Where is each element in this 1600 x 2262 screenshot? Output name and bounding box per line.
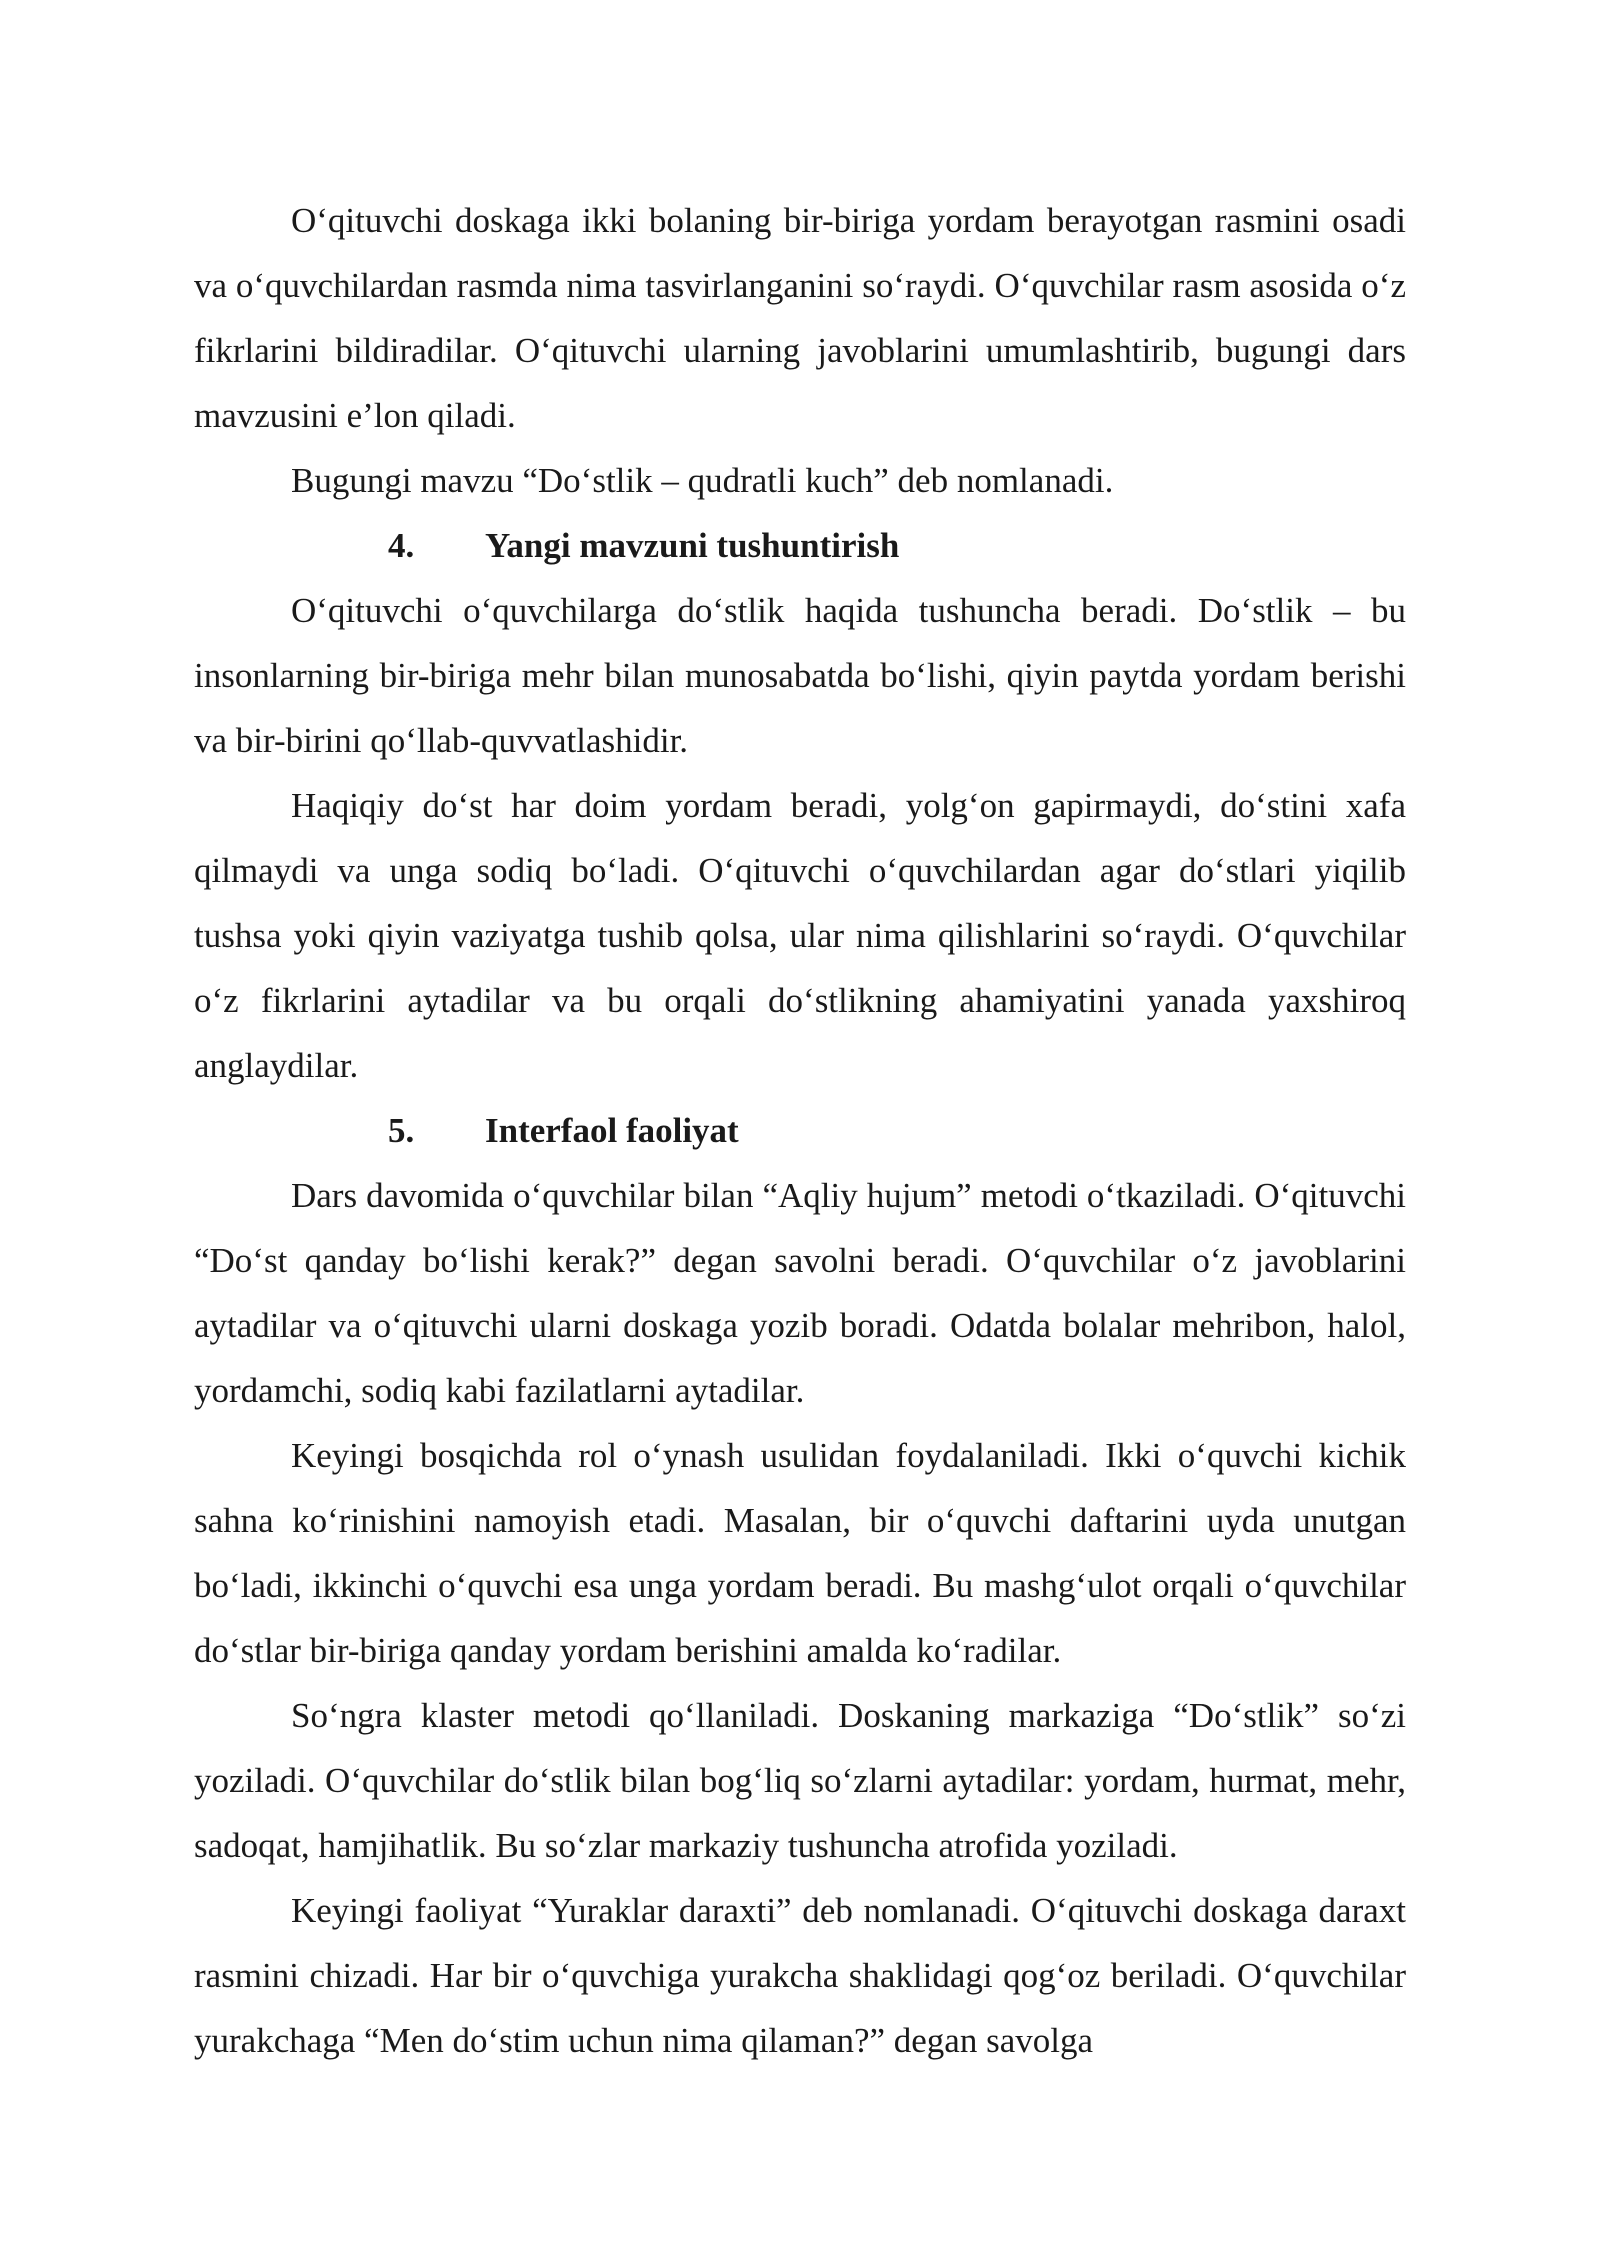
paragraph-intro-2: Bugungi mavzu “Do‘stlik – qudratli kuch” deb nomlanadi. xyxy=(291,461,1114,500)
paragraph-section5-3: So‘ngra klaster metodi qo‘llaniladi. Doskaning markaziga “Do‘stlik” so‘zi yoziladi. O‘quvchilar do‘stlik bilan bog‘liq so‘zlarni aytadilar: yordam, hurmat, mehr, sadoqat, hamjihatlik. Bu so‘zlar markaziy tushuncha atrofida yoziladi. xyxy=(194,1696,1406,1865)
paragraph-intro-1: O‘qituvchi doskaga ikki bolaning bir-biriga yordam berayotgan rasmini osadi va o‘quvchilardan rasmda nima tasvirlanganini so‘raydi. O‘quvchilar rasm asosida o‘z fikrlarini bildiradilar. O‘qituvchi ularning javoblarini umumlashtirib, bugungi dars mavzusini e’lon qiladi. xyxy=(194,201,1406,435)
section-heading-4 xyxy=(194,513,1406,578)
section-heading-5 xyxy=(194,1098,1406,1163)
document-page xyxy=(194,188,1406,2073)
section-number: 5. xyxy=(388,1111,415,1150)
paragraph-section4-1: O‘qituvchi o‘quvchilarga do‘stlik haqida tushuncha beradi. Do‘stlik – bu insonlarning bir-biriga mehr bilan munosabatda bo‘lishi, qiyin paytda yordam berishi va bir-birini qo‘llab-quvvatlashidir. xyxy=(194,591,1406,760)
paragraph-section4-2: Haqiqiy do‘st har doim yordam beradi, yolg‘on gapirmaydi, do‘stini xafa qilmaydi va unga sodiq bo‘ladi. O‘qituvchi o‘quvchilardan agar do‘stlari yiqilib tushsa yoki qiyin vaziyatga tushib qolsa, ular nima qilishlarini so‘raydi. O‘quvchilar o‘z fikrlarini aytadilar va bu orqali do‘stlikning ahamiyatini yanada yaxshiroq anglaydilar. xyxy=(194,786,1406,1085)
section-title: Interfaol faoliyat xyxy=(485,1111,739,1150)
paragraph-section5-4: Keyingi faoliyat “Yuraklar daraxti” deb nomlanadi. O‘qituvchi doskaga daraxt rasmini chizadi. Har bir o‘quvchiga yurakcha shaklidagi qog‘oz beriladi. O‘quvchilar yurakchaga “Men do‘stim uchun nima qilaman?” degan savolga xyxy=(194,1891,1406,2060)
paragraph-section5-1: Dars davomida o‘quvchilar bilan “Aqliy hujum” metodi o‘tkaziladi. O‘qituvchi “Do‘st qanday bo‘lishi kerak?” degan savolni beradi. O‘quvchilar o‘z javoblarini aytadilar va o‘qituvchi ularni doskaga yozib boradi. Odatda bolalar mehribon, halol, yordamchi, sodiq kabi fazilatlarni aytadilar. xyxy=(194,1176,1406,1410)
section-title: Yangi mavzuni tushuntirish xyxy=(485,526,900,565)
paragraph-section5-2: Keyingi bosqichda rol o‘ynash usulidan foydalaniladi. Ikki o‘quvchi kichik sahna ko‘rinishini namoyish etadi. Masalan, bir o‘quvchi daftarini uyda unutgan bo‘ladi, ikkinchi o‘quvchi esa unga yordam beradi. Bu mashg‘ulot orqali o‘quvchilar do‘stlar bir-biriga qanday yordam berishini amalda ko‘radilar. xyxy=(194,1436,1406,1670)
section-number: 4. xyxy=(388,526,415,565)
